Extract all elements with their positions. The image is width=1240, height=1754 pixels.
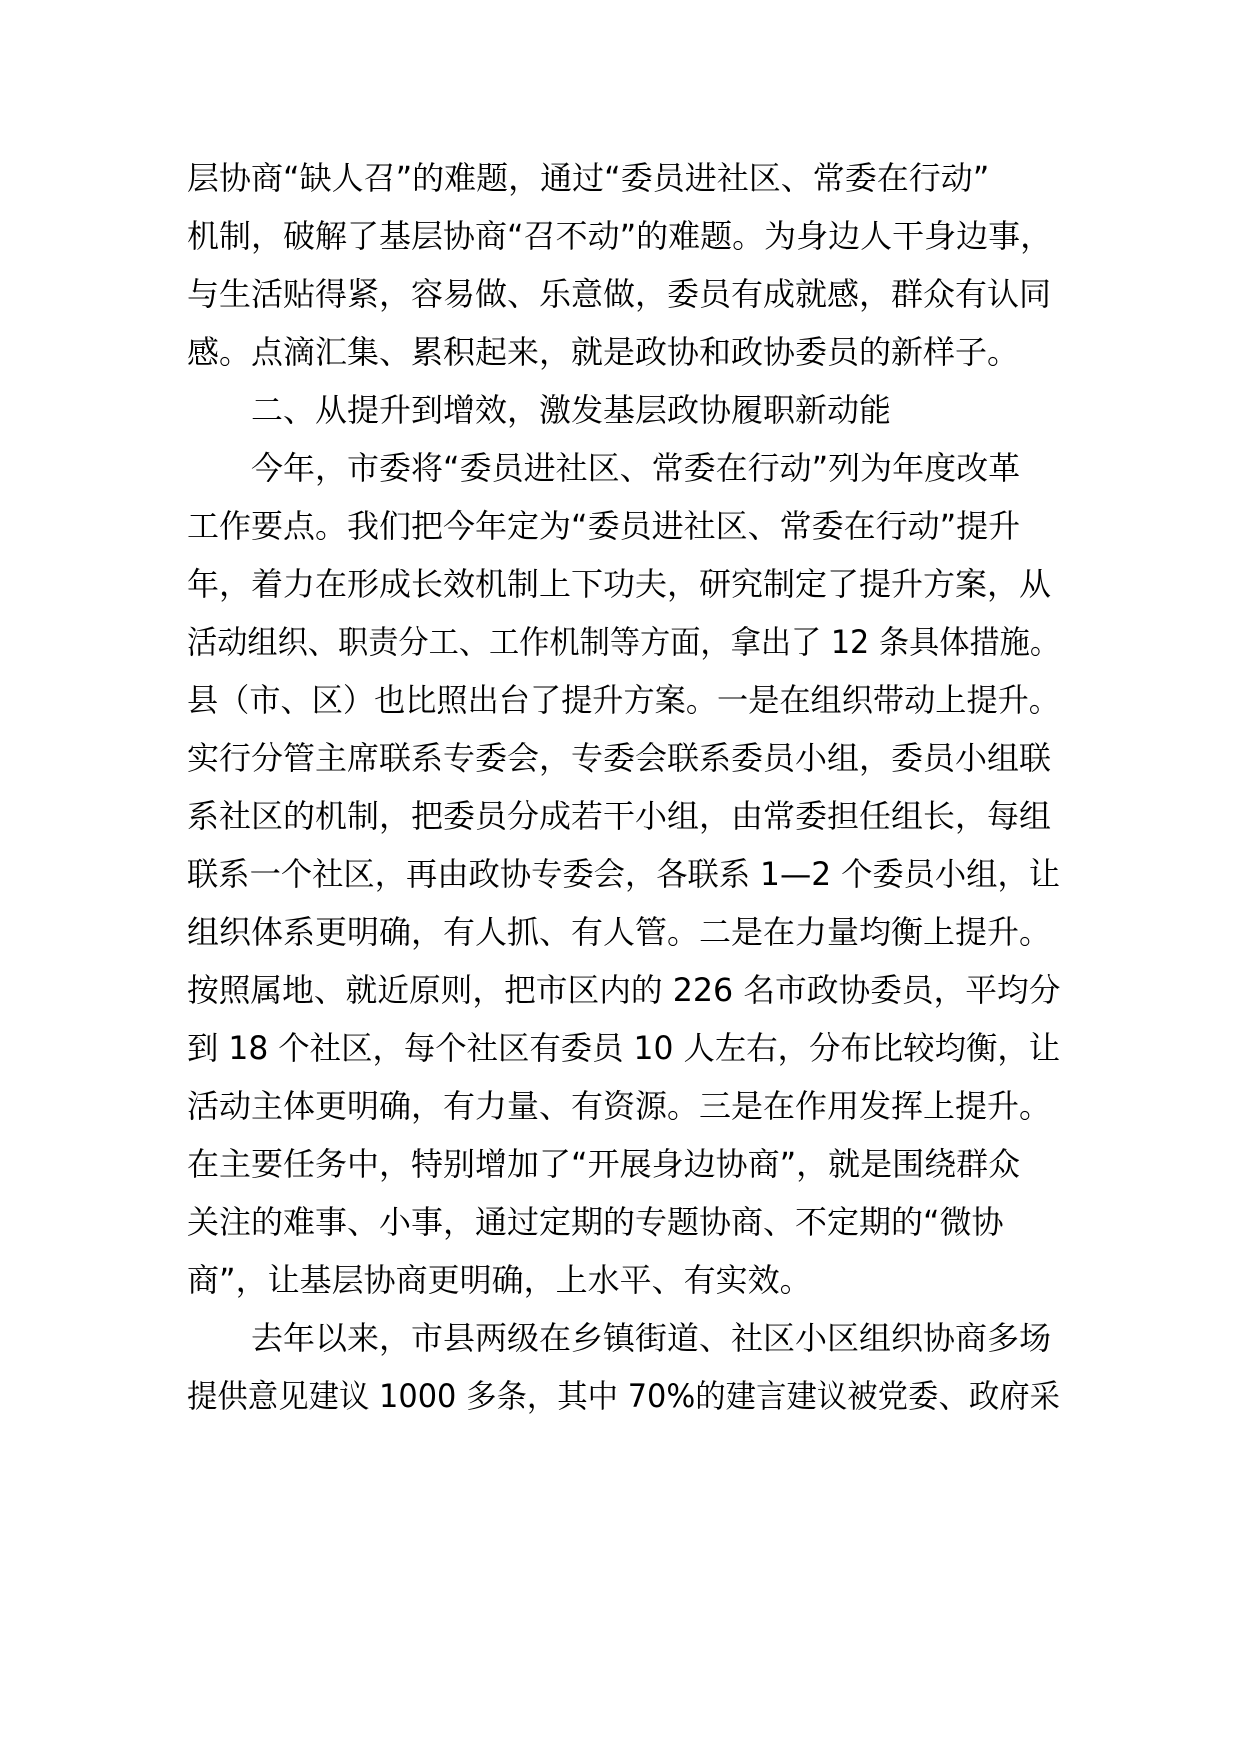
- text-line: 按照属地、就近原则，把市区内的 226 名市政协委员，平均分: [187, 971, 1061, 1009]
- text-line: 组织体系更明确，有人抓、有人管。二是在力量均衡上提升。: [187, 913, 1052, 951]
- text-line: 与生活贴得紧，容易做、乐意做，委员有成就感，群众有认同: [187, 275, 1052, 313]
- text-line: 系社区的机制，把委员分成若干小组，由常委担任组长，每组: [187, 797, 1052, 835]
- text-line: 商”，让基层协商更明确，上水平、有实效。: [187, 1261, 812, 1299]
- text-line: 在主要任务中，特别增加了“开展身边协商”，就是围绕群众: [187, 1145, 1021, 1183]
- text-line: 活动主体更明确，有力量、有资源。三是在作用发挥上提升。: [187, 1087, 1052, 1125]
- section-heading: 二、从提升到增效，激发基层政协履职新动能: [251, 391, 892, 429]
- text-line: 层协商“缺人召”的难题，通过“委员进社区、常委在行动”: [187, 159, 990, 197]
- text-line: 感。点滴汇集、累积起来，就是政协和政协委员的新样子。: [187, 333, 1020, 371]
- text-line: 关注的难事、小事，通过定期的专题协商、不定期的“微协: [187, 1203, 1004, 1241]
- text-line: 活动组织、职责分工、工作机制等方面，拿出了 12 条具体措施。: [187, 623, 1061, 661]
- text-line: 机制，破解了基层协商“召不动”的难题。为身边人干身边事，: [187, 217, 1053, 255]
- text-line: 到 18 个社区，每个社区有委员 10 人左右，分布比较均衡，让: [187, 1029, 1061, 1067]
- text-line: 实行分管主席联系专委会，专委会联系委员小组，委员小组联: [187, 739, 1052, 777]
- text-line: 年，着力在形成长效机制上下功夫，研究制定了提升方案，从: [187, 565, 1052, 603]
- text-line: 工作要点。我们把今年定为“委员进社区、常委在行动”提升: [187, 507, 1021, 545]
- text-line: 去年以来，市县两级在乡镇街道、社区小区组织协商多场: [251, 1319, 1052, 1357]
- text-line: 联系一个社区，再由政协专委会，各联系 1—2 个委员小组，让: [187, 855, 1061, 893]
- text-line: 提供意见建议 1000 多条，其中 70%的建言建议被党委、政府采: [187, 1377, 1061, 1415]
- text-line: 今年，市委将“委员进社区、常委在行动”列为年度改革: [251, 449, 1021, 487]
- text-line: 县（市、区）也比照出台了提升方案。一是在组织带动上提升。: [187, 681, 1060, 719]
